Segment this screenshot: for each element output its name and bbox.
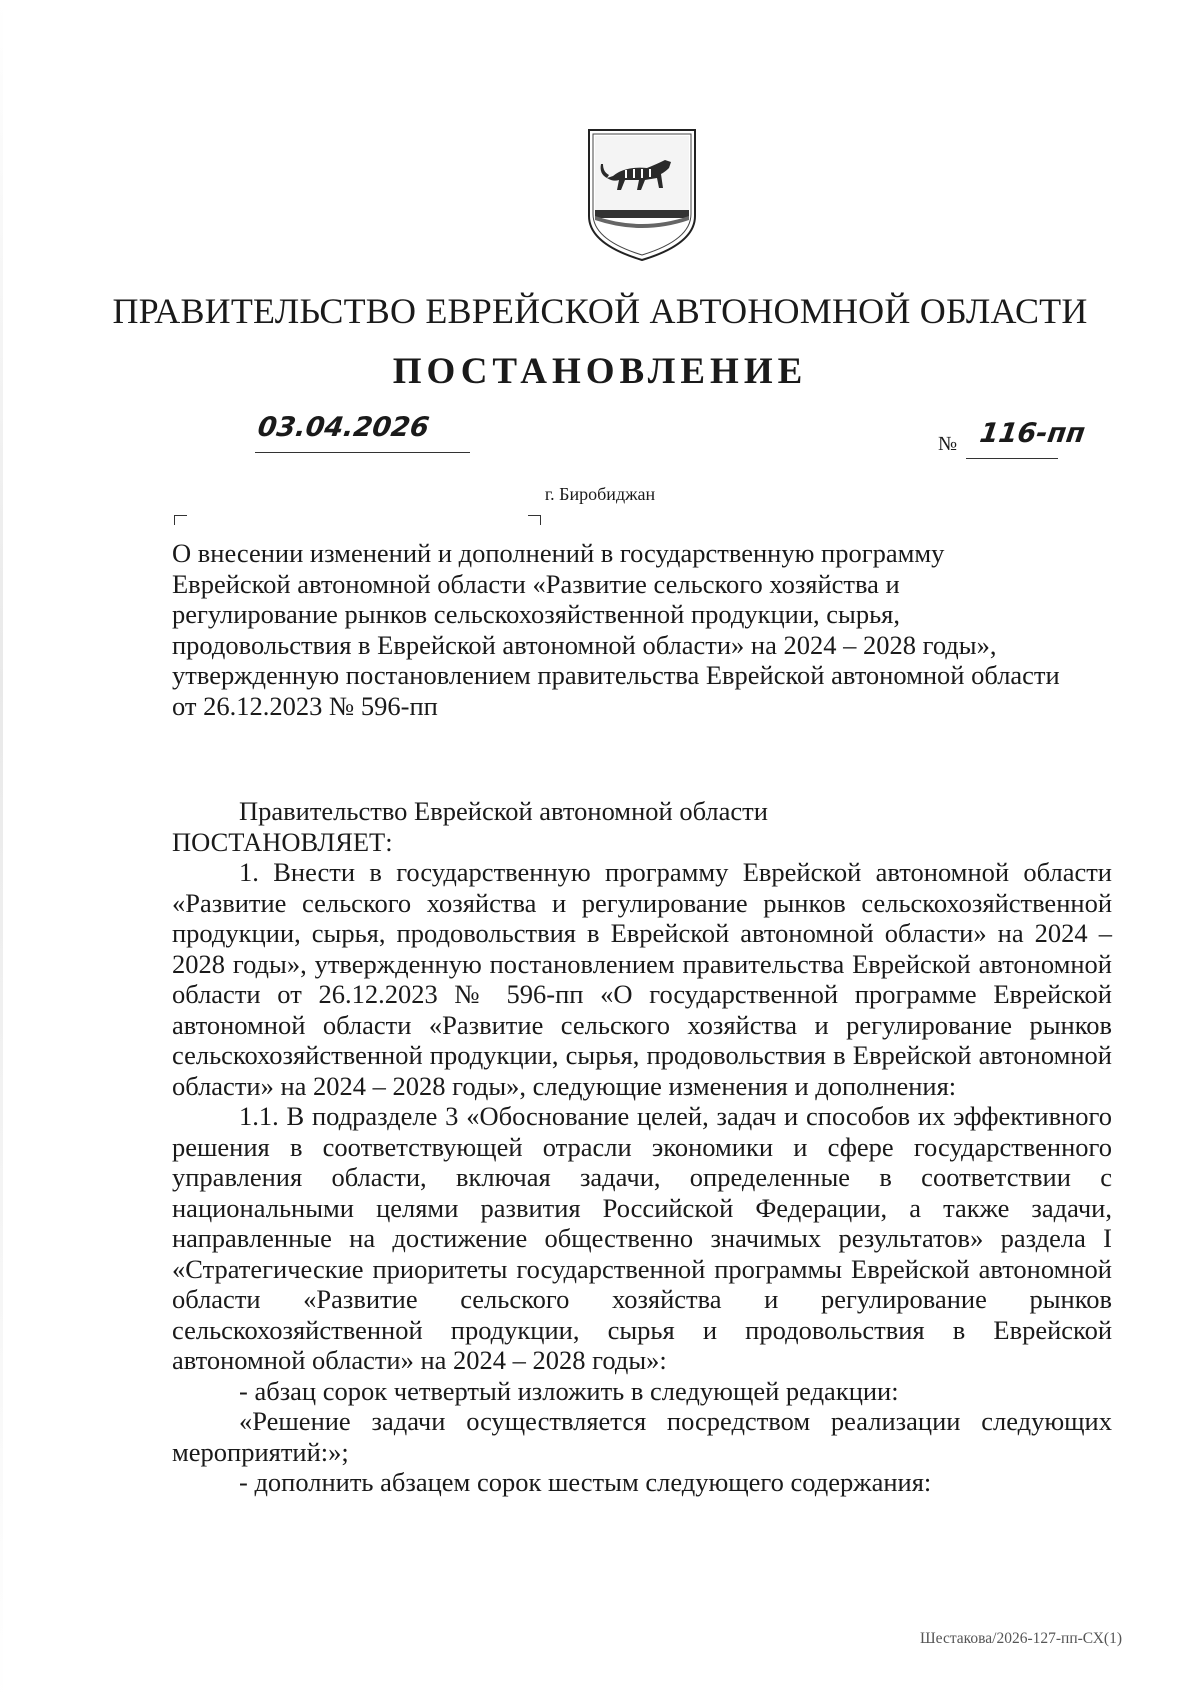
item-a: - абзац сорок четвертый изложить в следующей редакции: [239, 1375, 899, 1406]
item-b: - дополнить абзацем сорок шестым следующего содержания: [239, 1467, 932, 1497]
title-line: О внесении изменений и дополнений в государственную программу [172, 538, 945, 568]
handwritten-number: 116-пп [977, 418, 1088, 449]
paragraph-1: 1. Внести в государственную программу Еврейской автономной области «Развитие сельского хозяйства и регулирование рынков сельскохозяйственной продукции, сырья, продовольствия в Еврейской автономной области» на 2024 – 2028 годы», утвержденную постановлением правительства Еврейской автономной области от 26.12.2023 № 596-пп «О государственной программе Еврейской автономной области «Развитие сельского хозяйства и регулирование рынков сельскохозяйственной продукции, сырья, продовольствия в Еврейской автономной области» на 2024 – 2028 годы», следующие изменения и дополнения: [172, 857, 1112, 1101]
item-a-text: «Решение задачи осуществляется посредством реализации следующих мероприятий:»; [172, 1406, 1112, 1467]
title-corner-left [174, 515, 187, 525]
footer-reference: Шестакова/2026-127-пп-СХ(1) [920, 1630, 1122, 1647]
title-line: продовольствия в Еврейской автономной области» на 2024 – 2028 годы», [172, 629, 997, 660]
document-body [172, 796, 1112, 1498]
number-underline [966, 458, 1058, 459]
date-underline [255, 452, 470, 453]
tiger-emblem-icon [585, 124, 699, 264]
title-corner-right [528, 515, 541, 525]
scan-edge [0, 0, 3, 1706]
number-label: № [938, 433, 958, 455]
paragraph-1-1: 1.1. В подразделе 3 «Обоснование целей, задач и способов их эффективного решения в соответствующей отрасли экономики и сфере государственного управления области, включая задачи, определенные в соответствии с национальными целями развития Российской Федерации, а также задачи, направленные на достижение общественно значимых результатов» раздела I «Стратегические приоритеты государственной программы Еврейской автономной области «Развитие сельского хозяйства и регулирование рынков сельскохозяйственной продукции, сырья и продовольствия в Еврейской автономной области» на 2024 – 2028 годы»: [172, 1101, 1112, 1375]
preamble-resolves: ПОСТАНОВЛЯЕТ: [172, 826, 393, 857]
title-line: регулирование рынков сельскохозяйственной продукции, сырья, [172, 599, 900, 629]
document-type: ПОСТАНОВЛЕНИЕ [392, 351, 808, 392]
title-line: Еврейской автономной области «Развитие сельского хозяйства и [172, 568, 900, 599]
title-line: утвержденную постановлением правительства Еврейской автономной области [172, 660, 1060, 690]
government-name: ПРАВИТЕЛЬСТВО ЕВРЕЙСКОЙ АВТОНОМНОЙ ОБЛАСТИ [112, 291, 1088, 331]
city: г. Биробиджан [544, 484, 656, 504]
preamble-line: Правительство Еврейской автономной области [239, 796, 768, 826]
title-line: от 26.12.2023 № 596-пп [172, 690, 438, 721]
handwritten-date: 03.04.2026 [255, 412, 431, 443]
document-title [172, 538, 1112, 721]
